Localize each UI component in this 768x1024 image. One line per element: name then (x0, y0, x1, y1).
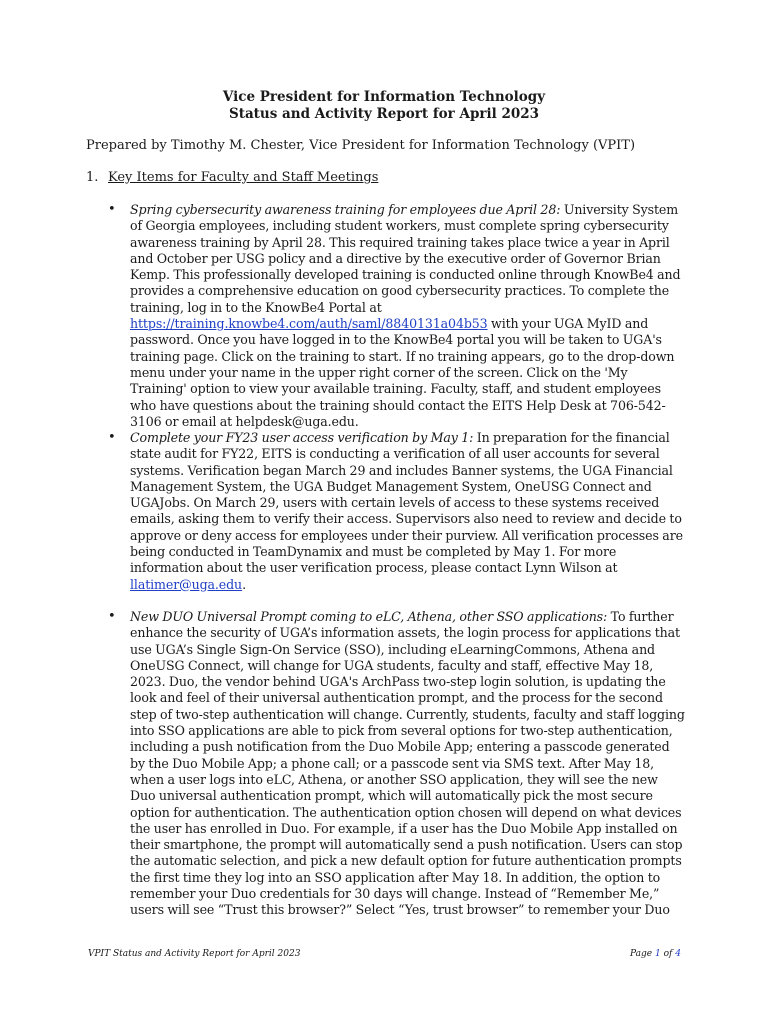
footer-report-title: VPIT Status and Activity Report for April 2023 (88, 949, 301, 959)
list-item-duo-universal-prompt (130, 609, 686, 919)
prepared-by: Prepared by Timothy M. Chester, Vice President for Information Technology (VPIT) (86, 138, 636, 153)
knowbe4-portal-link[interactable]: https://training.knowbe4.com/auth/saml/8840131a04b53 (130, 316, 488, 332)
section-number: 1. (86, 170, 99, 185)
page-current: 1 (654, 949, 661, 959)
bullet-lead: Spring cybersecurity awareness training for employees due April 28: (130, 202, 561, 217)
bullet-icon: • (108, 430, 116, 445)
page-total: 4 (675, 949, 681, 959)
footer-page-number (630, 948, 681, 960)
bullet-lead: Complete your FY23 user access verification by May 1: (130, 430, 474, 445)
bullet-text-continued: . (242, 576, 246, 592)
list-item-cybersecurity-training (130, 202, 686, 430)
contact-email-link[interactable]: llatimer@uga.edu (130, 576, 243, 592)
list-item-access-verification (130, 430, 686, 593)
page-label: Page (630, 949, 653, 959)
report-title-line2: Status and Activity Report for April 2023 (228, 106, 540, 122)
bullet-text-continued: with your UGA MyID and password. Once you have logged in to the KnowBe4 portal you will be taken to UGA's training page. Click on the training to start. If no training appears, go to the drop-down menu under your name in the upper right corner of the screen. Click on the 'My Training' option to view your available training. Faculty, staff, and student employees who have questions about the training should contact the EITS Help Desk at 706-542-3106 or email at helpdesk@uga.edu. (130, 316, 675, 429)
bullet-icon: • (108, 609, 116, 624)
bullet-text: In preparation for the financial state audit for FY22, EITS is conducting a verification of all user accounts for several systems. Verification began March 29 and includes Banner systems, the UGA Financial Management System, the UGA Budget Management System, OneUSG Connect and UGAJobs. On March 29, users with certain levels of access to these systems received emails, asking them to verify their access. Supervisors also need to review and decide to approve or deny access for employees under their purview. All verification processes are being conducted in TeamDynamix and must be completed by May 1. For more information about the user verification process, please contact Lynn Wilson at (130, 430, 683, 576)
bullet-text: To further enhance the security of UGA’s information assets, the login process for applications that use UGA’s Single Sign-On Service (SSO), including eLearningCommons, Athena and OneUSG Connect, will change for UGA students, faculty and staff, effective May 18, 2023. Duo, the vendor behind UGA's ArchPass two-step login solution, is updating the look and feel of their universal authentication prompt, and the process for the second step of two-step authentication will change. Currently, students, faculty and staff logging into SSO applications are able to pick from several options for two-step authentication, including a push notification from the Duo Mobile App; entering a passcode generated by the Duo Mobile App; a phone call; or a passcode sent via SMS text. After May 18, when a user logs into eLC, Athena, or another SSO application, they will see the new Duo universal authentication prompt, which will automatically pick the most secure option for authentication. The authentication option chosen will depend on what devices the user has enrolled in Duo. For example, if a user has the Duo Mobile App installed on their smartphone, the prompt will automatically send a push notification. Users can stop the automatic selection, and pick a new default option for future authentication prompts the first time they log into an SSO application after May 18. In addition, the option to remember your Duo credentials for 30 days will change. Instead of “Remember Me,” users will see “Trust this browser?” Select “Yes, trust browser” to remember your Duo (130, 609, 685, 918)
bullet-icon: • (108, 202, 116, 217)
bullet-text: University System of Georgia employees, including student workers, must complete spring cybersecurity awareness training by April 28. This required training takes place twice a year in April and October per USG policy and a directive by the executive order of Governor Brian Kemp. This professionally developed training is conducted online through KnowBe4 and provides a comprehensive education on good cybersecurity practices. To complete the training, log in to the KnowBe4 Portal at (130, 202, 681, 315)
bullet-lead: New DUO Universal Prompt coming to eLC, Athena, other SSO applications: (130, 609, 608, 624)
section-heading: Key Items for Faculty and Staff Meetings (108, 170, 379, 185)
report-title-line1: Vice President for Information Technology (222, 89, 546, 105)
page-of: of (663, 949, 673, 959)
